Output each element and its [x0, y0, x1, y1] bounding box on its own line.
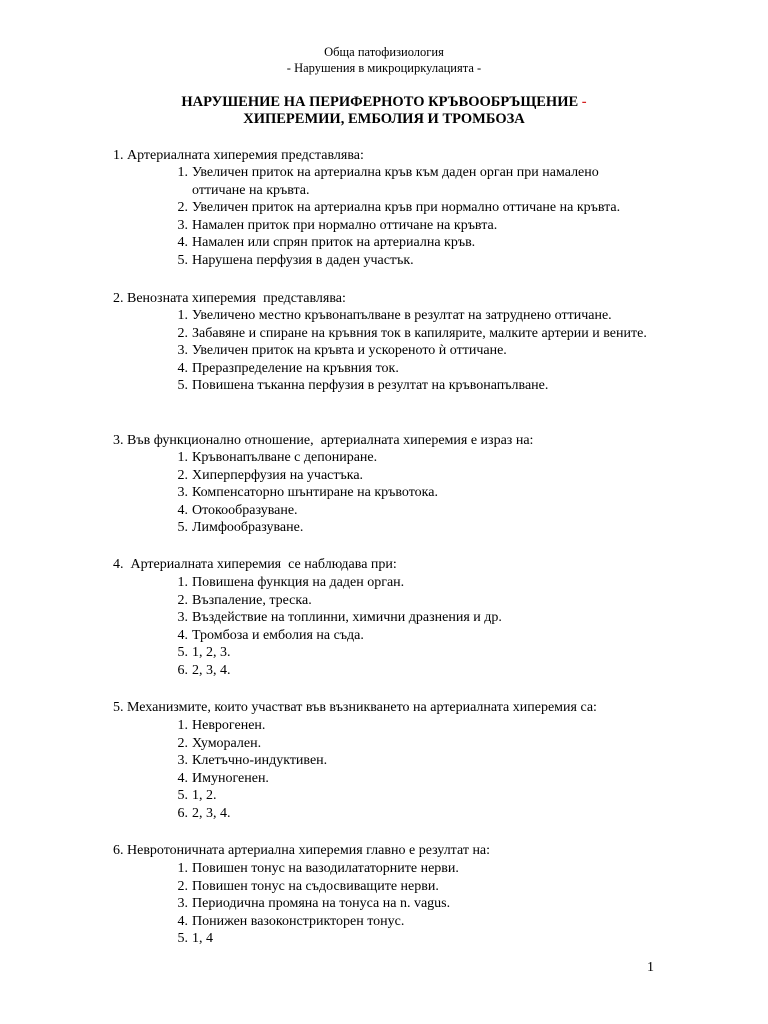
list-item: 1. Повишен тонус на вазодилататорните нерви. [177, 861, 459, 876]
list-item: 3. Компенсаторно шънтиране на кръвотока. [177, 485, 438, 501]
list-item: 5. Повишена тъканна перфузия в резултат на кръвонапълване. [177, 378, 549, 394]
list-item: 1. Неврогенен. [177, 718, 266, 733]
question-2-options [173, 307, 653, 395]
list-item: 1. Повишена функция на даден орган. [177, 575, 405, 590]
list-item: 4. Преразпределение на кръвния ток. [177, 360, 399, 376]
page-number: 1 [647, 960, 654, 975]
list-item: 6. 2, 3, 4. [177, 805, 231, 821]
question-4-options [173, 574, 653, 680]
list-item: 2. Хуморален. [177, 735, 262, 751]
list-item: 2. Забавяне и спиране на кръвния ток в капилярите, малките артерии и вените. [177, 325, 647, 341]
question-6-options [173, 860, 653, 948]
title-dash: - [581, 94, 587, 110]
list-item: 4. Отокообразуване. [177, 502, 298, 518]
question-5: 5. Механизмите, които участват във възникването на артериалната хиперемия са: [113, 700, 597, 715]
list-item: 5. Нарушена перфузия в даден участък. [177, 252, 414, 268]
list-item: 2. Повишен тонус на съдосвиващите нерви. [177, 878, 439, 894]
question-2: 2. Венозната хиперемия представлява: [113, 291, 346, 306]
list-item: 3. Увеличен приток на кръвта и ускореното ѝ оттичане. [177, 343, 507, 359]
list-item: 2. Увеличен приток на артериална кръв при нормално оттичане на кръвта. [177, 200, 621, 216]
list-item: 6. 2, 3, 4. [177, 662, 231, 678]
question-6: 6. Невротоничната артериална хиперемия главно е резултат на: [113, 843, 491, 858]
list-item: 4. Намален или спрян приток на артериална кръв. [177, 235, 476, 251]
list-item: 2. Хиперперфузия на участъка. [177, 467, 364, 483]
list-item: 4. Имуногенен. [177, 770, 269, 786]
list-item: 1. Увеличен приток на артериална кръв към даден орган при намалено оттичане на кръвта. [177, 165, 603, 198]
question-1-options [173, 164, 653, 270]
question-1: 1. Артериалната хиперемия представлява: [113, 148, 364, 163]
list-item: 5. Лимфообразуване. [177, 520, 304, 536]
header-course: Обща патофизиология [324, 45, 444, 59]
title-main: НАРУШЕНИЕ НА ПЕРИФЕРНОТО КРЪВООБРЪЩЕНИЕ [181, 94, 582, 110]
list-item: 3. Намален приток при нормално оттичане на кръвта. [177, 217, 498, 233]
list-item: 5. 1, 2, 3. [177, 645, 231, 661]
document-title-line1 [0, 93, 768, 111]
question-5-options [173, 717, 653, 823]
list-item: 5. 1, 4 [177, 931, 213, 947]
list-item: 2. Възпаление, треска. [177, 592, 312, 608]
list-item: 4. Понижен вазоконстрикторен тонус. [177, 913, 405, 929]
list-item: 1. Кръвонапълване с депониране. [177, 450, 378, 465]
document-title-line2: ХИПЕРЕМИИ, ЕМБОЛИЯ И ТРОМБОЗА [243, 111, 525, 127]
header-topic: - Нарушения в микроциркулацията - [286, 61, 482, 75]
list-item: 3. Въздействие на топлинни, химични дразнения и др. [177, 610, 502, 626]
question-4: 4. Артериалната хиперемия се наблюдава при: [113, 557, 397, 572]
list-item: 4. Тромбоза и емболия на съда. [177, 627, 364, 643]
question-3-options [173, 449, 653, 537]
list-item: 1. Увеличено местно кръвонапълване в резултат на затруднено оттичане. [177, 308, 612, 323]
list-item: 3. Клетъчно-индуктивен. [177, 753, 328, 769]
list-item: 5. 1, 2. [177, 788, 217, 804]
question-3: 3. Във функционално отношение, артериалната хиперемия е израз на: [113, 433, 534, 448]
list-item: 3. Периодична промяна на тонуса на n. vagus. [177, 896, 451, 912]
